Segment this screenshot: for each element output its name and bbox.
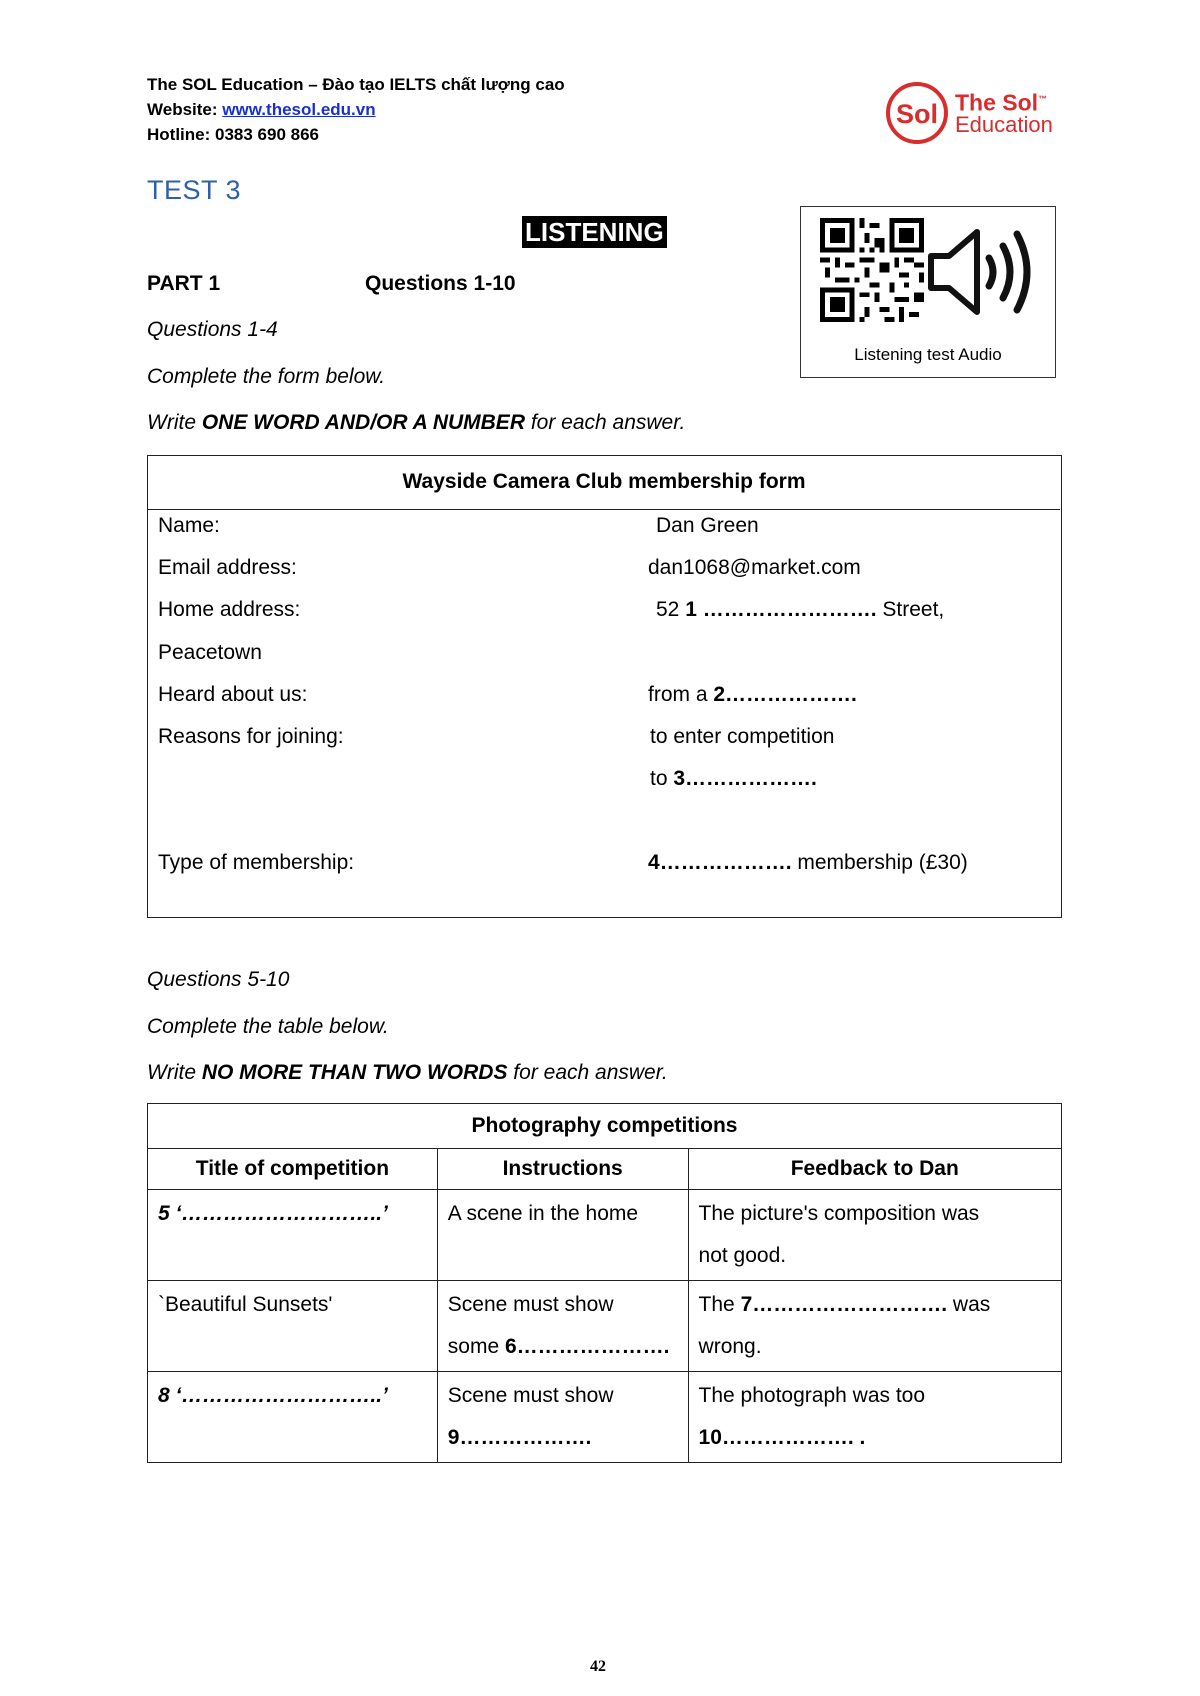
question-number-3: 3 — [673, 767, 686, 790]
feedback-line2: wrong. — [698, 1335, 762, 1358]
reasons-2-prefix: to — [650, 767, 674, 790]
question-number-8: 8 — [158, 1384, 170, 1407]
website-link[interactable]: www.thesol.edu.vn — [222, 100, 376, 119]
logo-text — [955, 88, 1053, 136]
feedback-cell — [688, 1190, 1061, 1281]
form-divider — [148, 509, 1060, 510]
logo-line1: The Sol — [955, 89, 1039, 116]
speaker-icon[interactable] — [925, 222, 1040, 322]
header-info — [147, 72, 565, 147]
feedback-cell — [688, 1372, 1061, 1463]
form-title: Wayside Camera Club membership form — [402, 470, 806, 493]
type-value — [648, 851, 968, 875]
feedback-line1 — [699, 1284, 1051, 1326]
write-prefix: Write — [147, 1061, 202, 1084]
q1-4-heading: Questions 1-4 — [147, 318, 278, 341]
instructions-prefix: some — [447, 1335, 505, 1358]
answer-blank-2[interactable]: ………………. — [725, 683, 857, 706]
feedback-line2 — [699, 1417, 1051, 1459]
email-value: dan1068@market.com — [648, 556, 861, 579]
reasons-1: to enter competition — [650, 725, 835, 748]
instructions-cell — [437, 1281, 688, 1372]
write-suffix: for each answer. — [524, 411, 686, 434]
question-number-7: 7 — [740, 1293, 753, 1316]
instructions-line1: Scene must show — [447, 1293, 614, 1316]
home-value — [656, 598, 944, 622]
feedback-line1: The photograph was too — [698, 1384, 926, 1407]
question-number-4: 4 — [648, 851, 660, 874]
home-suffix: Street, — [876, 598, 945, 621]
logo-mark: Sol — [895, 99, 939, 129]
col-header-feedback: Feedback to Dan — [688, 1149, 1061, 1190]
reasons-2 — [650, 767, 817, 791]
q1-4-instruction: Complete the form below. — [147, 365, 386, 388]
write-prefix: Write — [147, 411, 202, 434]
answer-blank-9[interactable]: ………………. — [459, 1426, 592, 1449]
heard-prefix: from a — [648, 683, 714, 706]
table-row — [148, 1372, 1062, 1463]
name-value: Dan Green — [656, 514, 759, 537]
feedback-line2: not good. — [698, 1244, 787, 1267]
audio-caption: Listening test Audio — [854, 345, 1002, 364]
instructions-cell — [437, 1190, 688, 1281]
answer-blank-10[interactable]: ………………. . — [721, 1426, 866, 1449]
write-bold: NO MORE THAN TWO WORDS — [201, 1061, 508, 1084]
home-line2: Peacetown — [158, 641, 262, 664]
question-number-5: 5 — [158, 1202, 170, 1225]
question-number-9: 9 — [447, 1426, 460, 1449]
email-label: Email address: — [158, 556, 297, 579]
q5-10-write-rule — [147, 1061, 668, 1085]
answer-blank-3[interactable]: ………………. — [685, 767, 817, 790]
logo-line2: Education — [955, 111, 1053, 137]
q5-10-instruction: Complete the table below. — [147, 1015, 389, 1038]
website-line — [147, 97, 565, 122]
logo-tm: ™ — [1038, 94, 1048, 104]
heard-label: Heard about us: — [158, 683, 308, 706]
competitions-table — [147, 1103, 1062, 1463]
instructions-line2 — [448, 1326, 678, 1368]
header-line1: The SOL Education – Đào tạo IELTS chất lượng cao — [147, 75, 565, 94]
reasons-label: Reasons for joining: — [158, 725, 344, 748]
answer-blank-5[interactable]: ‘………………………..’ — [169, 1202, 388, 1225]
feedback-suffix: was — [947, 1293, 991, 1316]
website-label: Website: — [147, 100, 223, 119]
instructions-line2 — [448, 1417, 678, 1459]
heard-value — [648, 683, 857, 707]
page-number: 42 — [590, 1658, 606, 1675]
competition-title-cell: `Beautiful Sunsets' — [148, 1281, 438, 1372]
question-number-2: 2 — [713, 683, 726, 706]
question-number-6: 6 — [504, 1335, 517, 1358]
feedback-line1: The picture's composition was — [698, 1202, 980, 1225]
q5-10-heading: Questions 5-10 — [147, 968, 290, 991]
write-bold: ONE WORD AND/OR A NUMBER — [201, 411, 525, 434]
q1-4-write-rule — [147, 411, 685, 435]
home-label: Home address: — [158, 598, 301, 621]
home-prefix: 52 — [656, 598, 686, 621]
hotline: Hotline: 0383 690 866 — [147, 125, 319, 144]
feedback-cell — [688, 1281, 1061, 1372]
competition-title-cell — [148, 1372, 438, 1463]
section-heading: LISTENING — [522, 216, 667, 248]
membership-form — [147, 455, 1062, 918]
qr-code-icon[interactable] — [820, 218, 924, 322]
instructions-text: A scene in the home — [447, 1202, 639, 1225]
part-label: PART 1 — [147, 272, 221, 295]
competitions-caption: Photography competitions — [148, 1104, 1062, 1149]
competition-title-cell — [148, 1190, 438, 1281]
instructions-cell — [437, 1372, 688, 1463]
answer-blank-4[interactable]: ………………. — [659, 851, 792, 874]
type-suffix: membership (£30) — [791, 851, 968, 874]
feedback-prefix: The — [698, 1293, 741, 1316]
question-number-10: 10 — [698, 1426, 722, 1449]
answer-blank-8[interactable]: ‘………………………..’ — [169, 1384, 388, 1407]
write-suffix: for each answer. — [507, 1061, 668, 1084]
question-range: Questions 1-10 — [365, 272, 516, 295]
table-row — [148, 1190, 1062, 1281]
name-label: Name: — [158, 514, 220, 537]
type-label: Type of membership: — [158, 851, 355, 874]
col-header-instructions: Instructions — [437, 1149, 688, 1190]
question-number-1: 1 — [685, 598, 697, 621]
table-row — [148, 1281, 1062, 1372]
answer-blank-1[interactable]: ……………………. — [696, 598, 877, 621]
answer-blank-6[interactable]: …………………. — [516, 1335, 670, 1358]
instructions-line1: Scene must show — [447, 1384, 614, 1407]
answer-blank-7[interactable]: ………………………. — [752, 1293, 948, 1316]
col-header-title: Title of competition — [148, 1149, 438, 1190]
test-title: TEST 3 — [147, 175, 242, 205]
